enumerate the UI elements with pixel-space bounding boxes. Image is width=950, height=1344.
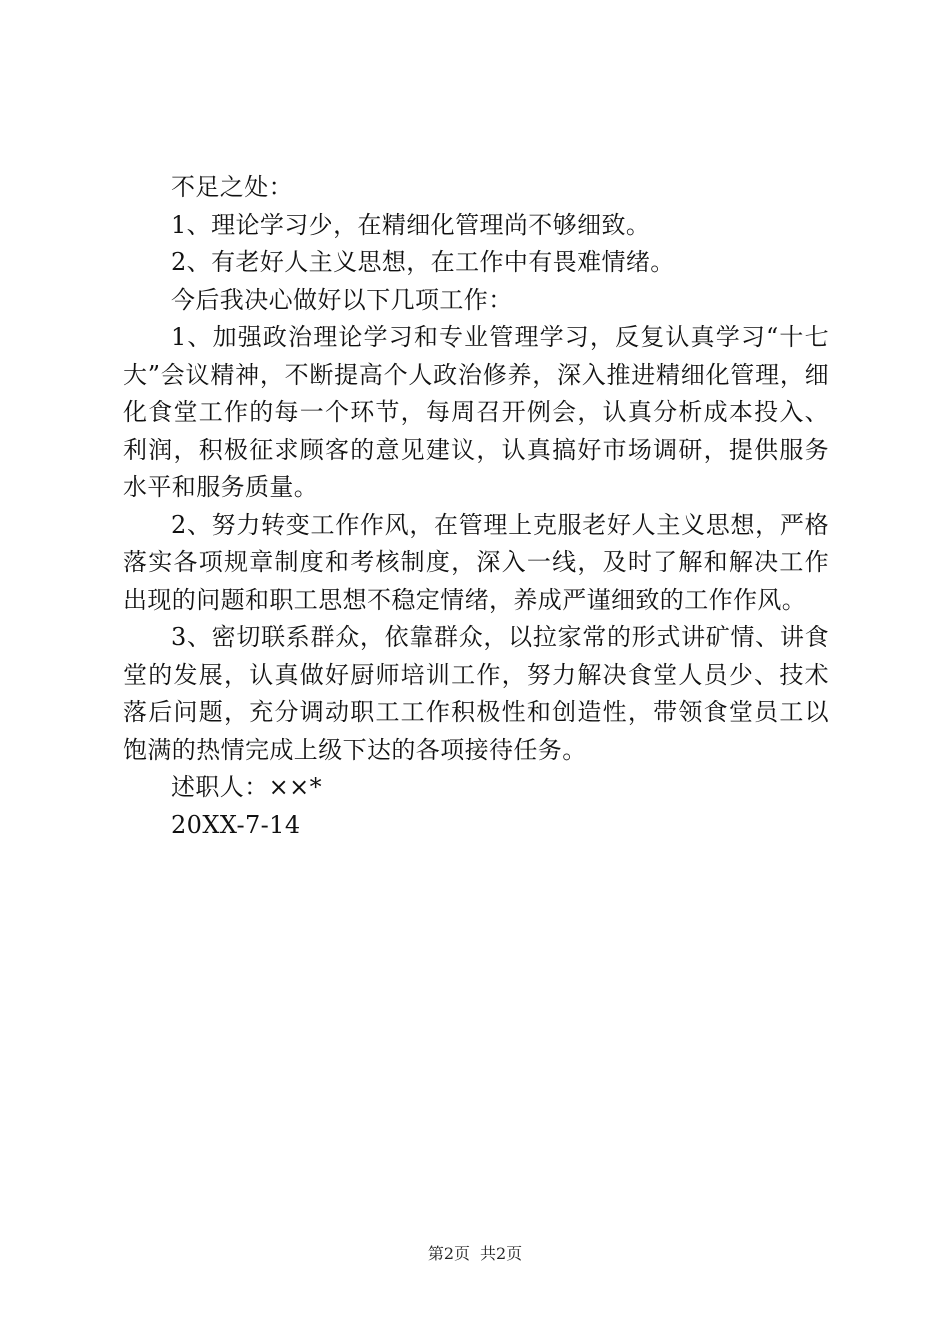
page-number-total: 共2页 [480,1244,523,1263]
paragraph-shortcoming-1: 1、理论学习少，在精细化管理尚不够细致。 [171,210,651,239]
paragraph-plans-heading: 今后我决心做好以下几项工作： [171,285,513,314]
signature-line: 述职人：××* [171,773,323,801]
paragraph-plan-3: 3、密切联系群众，依靠群众，以拉家常的形式讲矿情、讲食堂的发展，认真做好厨师培训工作，努力解决食堂人员少、技术落后问题，充分调动职工工作积极性和创造性，带领食堂员工以饱满的热情完成上级下达的各项接待任务。 [123,623,829,764]
paragraph-plan-2: 2、努力转变工作作风，在管理上克服老好人主义思想，严格落实各项规章制度和考核制度，深入一线，及时了解和解决工作出现的问题和职工思想不稳定情绪，养成严谨细致的工作作风。 [123,510,829,614]
page-number-current: 第2页 [427,1244,470,1263]
paragraph-plan-1: 1、加强政治理论学习和专业管理学习，反复认真学习“十七大”会议精神，不断提高个人政治修养，深入推进精细化管理，细化食堂工作的每一个环节，每周召开例会，认真分析成本投入、利润，积极征求顾客的意见建议，认真搞好市场调研，提供服务水平和服务质量。 [123,323,829,501]
document-body [123,169,829,844]
paragraph-shortcoming-2: 2、有老好人主义思想，在工作中有畏难情绪。 [171,248,675,276]
page-footer [0,1244,950,1264]
paragraph-shortcomings-heading: 不足之处： [171,173,293,201]
date-line: 20XX-7-14 [171,810,301,839]
